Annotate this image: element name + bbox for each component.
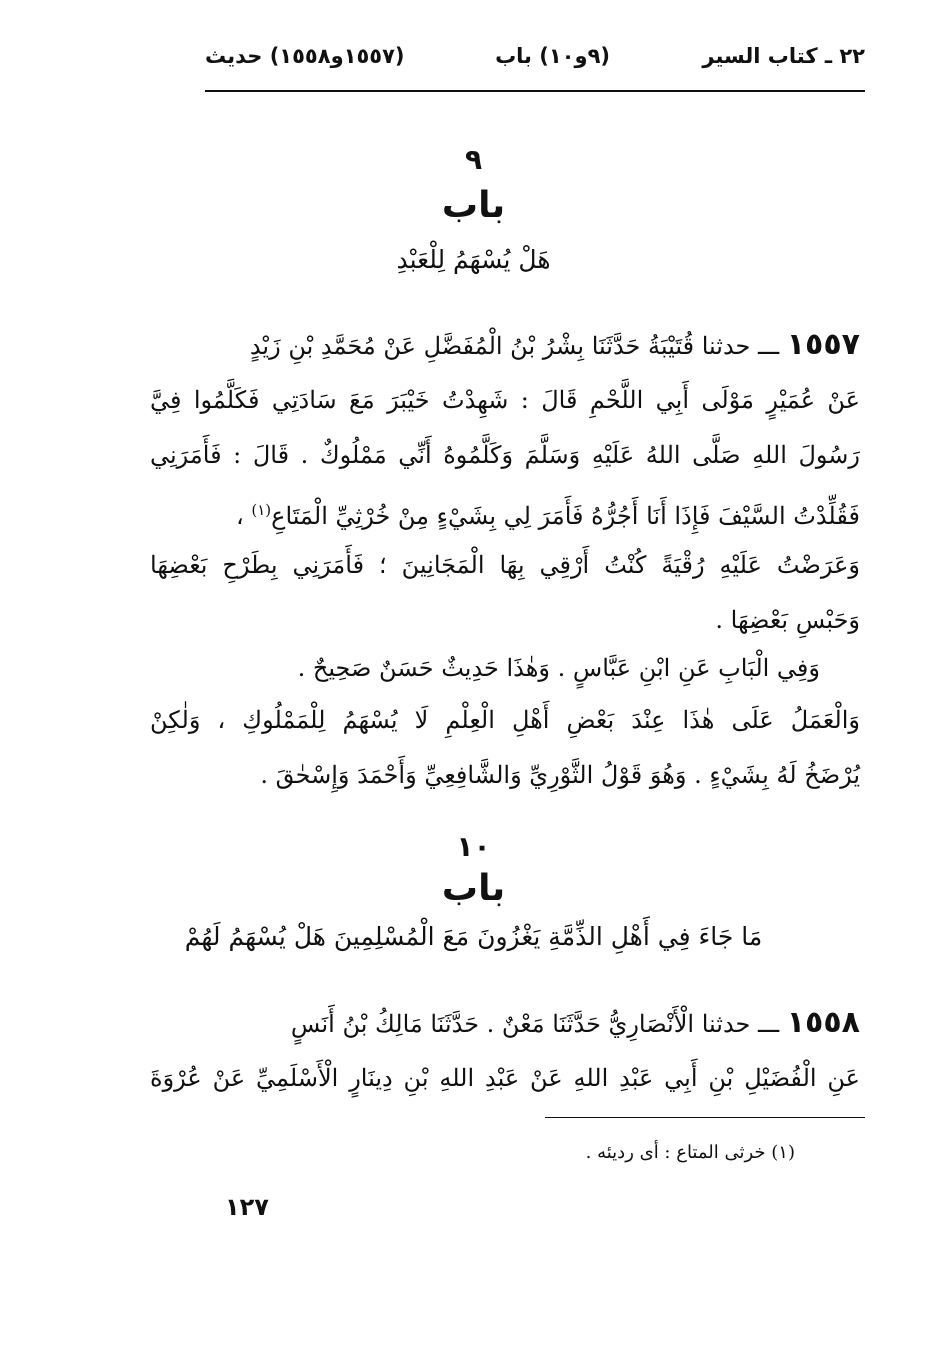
hadith-1557-text-4: فَقُلِّدْتُ السَّيْفَ فَإِذَا أَنَا أَجُرُّهُ فَأَمَرَ لِي بِشَيْءٍ مِنْ خُرْثِيِّ الْمَتَاعِ (271, 502, 860, 530)
hadith-1558-line-1 (150, 1003, 860, 1044)
hadith-1557-number: ١٥٥٧ (786, 327, 860, 362)
hadith-1557-line-1 (150, 325, 860, 366)
hadith-1558-number: ١٥٥٨ (786, 1005, 860, 1040)
comment-line-3: يُرْضَخُ لَهُ بِشَيْءٍ . وَهُوَ قَوْلُ الثَّوْرِيِّ وَالشَّافِعِيِّ وَأَحْمَدَ وَإِسْحٰقَ . (260, 761, 860, 789)
footnote-marker: (١) (251, 501, 272, 519)
section-9-title: هَلْ يُسْهَمُ لِلْعَبْدِ (396, 245, 551, 274)
header-hadith-range: (١٥٥٧و١٥٥٨) حديث (205, 44, 405, 68)
footnote-divider (545, 1117, 865, 1118)
section-10-bab-heading: باب (441, 868, 506, 909)
section-9-bab-heading: باب (441, 185, 506, 226)
hadith-1557-line-2: عَنْ عُمَيْرٍ مَوْلَى أَبِي اللَّحْمِ قَالَ : شَهِدْتُ خَيْبَرَ مَعَ سَادَتِي فَكَلَّمُوا فِيَّ (150, 386, 860, 414)
hadith-1558-line-2: عَنِ الْفُضَيْلِ بْنِ أَبِي عَبْدِ اللهِ عَنْ عَبْدِ اللهِ بْنِ دِينَارٍ الْأَسْلَمِيِّ عَنْ عُرْوَةَ (150, 1064, 860, 1092)
hadith-1557-line-5: وَعَرَضْتُ عَلَيْهِ رُقْيَةً كُنْتُ أَرْقِي بِهَا الْمَجَانِينَ ؛ فَأَمَرَنِي بِطَرْحِ بَعْضِهَا (150, 551, 860, 579)
header-sections: (٩و١٠) باب (495, 44, 610, 68)
hadith-1558-text-1: ـــ حدثنا الْأَنْصَارِيُّ حَدَّثَنَا مَعْنٌ . حَدَّثَنَا مَالِكُ بْنُ أَنَسٍ (290, 1010, 780, 1038)
hadith-1557-text-1: ـــ حدثنا قُتَيْبَةُ حَدَّثَنَا بِشْرُ بْنُ الْمُفَضَّلِ عَنْ مُحَمَّدِ بْنِ زَيْدٍ (249, 332, 780, 360)
comment-line-2: وَالْعَمَلُ عَلَى هٰذَا عِنْدَ بَعْضِ أَهْلِ الْعِلْمِ لَا يُسْهَمُ لِلْمَمْلُوكِ ، وَلٰكِنْ (150, 706, 860, 734)
header-chapter: ٢٢ ـ كتاب السير (702, 44, 865, 68)
hadith-1557-line-4 (150, 490, 860, 536)
hadith-1557-line-6: وَحَبْسِ بَعْضِهَا . (715, 606, 860, 634)
comment-line-1: وَفِي الْبَابِ عَنِ ابْنِ عَبَّاسٍ . وَهٰذَا حَدِيثٌ حَسَنٌ صَحِيحٌ . (297, 654, 820, 682)
header-divider (205, 90, 865, 92)
section-10-title: مَا جَاءَ فِي أَهْلِ الذِّمَّةِ يَغْزُونَ مَعَ الْمُسْلِمِينَ هَلْ يُسْهَمُ لَهُمْ (184, 922, 763, 951)
hadith-1557-line-3: رَسُولَ اللهِ صَلَّى اللهُ عَلَيْهِ وَسَلَّمَ وَكَلَّمُوهُ أَنِّي مَمْلُوكٌ . قَالَ : فَأَمَرَنِي (150, 441, 860, 469)
footnote: (١) خرثى المتاع : أى رديئه . (585, 1142, 795, 1163)
page-number: ١٢٧ (225, 1193, 269, 1221)
section-9-number: ٩ (464, 143, 483, 176)
running-header (205, 40, 865, 80)
section-10-number: ١٠ (456, 830, 491, 863)
hadith-1557-text-4-end: ، (236, 502, 252, 530)
